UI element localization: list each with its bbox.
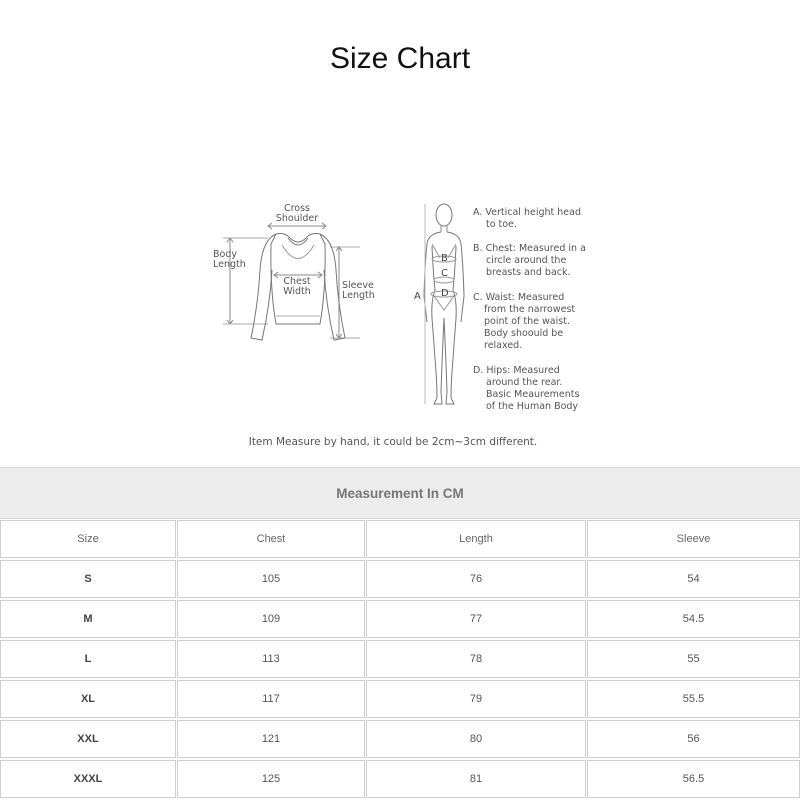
table-cell: 78 [366, 640, 586, 678]
body-length-label-line: Length [213, 259, 246, 270]
note-line: to toe. [486, 219, 517, 230]
sleeve-length-label [342, 281, 382, 301]
note-b [473, 243, 593, 279]
note-text: Hips: Measured [486, 365, 560, 376]
size-cell: M [0, 600, 176, 638]
body-marker-d: D [441, 288, 449, 299]
cross-shoulder-label [270, 204, 324, 224]
size-cell: XXL [0, 720, 176, 758]
note-line [473, 243, 593, 255]
body-length-label-line: Body [213, 249, 237, 260]
note-a [473, 207, 593, 231]
column-header: Length [366, 520, 586, 558]
table-cell: 80 [366, 720, 586, 758]
table-cell: 105 [177, 560, 365, 598]
size-cell: L [0, 640, 176, 678]
table-cell: 54 [587, 560, 800, 598]
note-line: circle around the [486, 255, 567, 266]
note-line: Body shoould be [484, 328, 564, 339]
note-letter: D. [473, 365, 484, 376]
chest-width-label-line: Chest [283, 276, 311, 287]
note-letter: A. [473, 207, 483, 218]
column-header: Chest [177, 520, 365, 558]
column-header: Size [0, 520, 176, 558]
table-cell: 56.5 [587, 760, 800, 798]
chest-width-label-line: Width [283, 286, 311, 297]
chest-width-label [276, 277, 318, 297]
table-cell: 113 [177, 640, 365, 678]
body-marker-a: A [414, 291, 421, 302]
note-text: Chest: Measured in a [485, 243, 586, 254]
note-line: breasts and back. [486, 267, 571, 278]
table-cell: 117 [177, 680, 365, 718]
table-cell: 121 [177, 720, 365, 758]
body-marker-b: B [441, 253, 448, 264]
note-text: Vertical height head [485, 207, 581, 218]
table-cell: 77 [366, 600, 586, 638]
table-cell: 54.5 [587, 600, 800, 638]
table-cell: 109 [177, 600, 365, 638]
table-cell: 55 [587, 640, 800, 678]
size-cell: S [0, 560, 176, 598]
note-letter: C. [473, 292, 483, 303]
note-line: relaxed. [484, 340, 523, 351]
note-line: from the narrowest [484, 304, 576, 315]
human-figure-illustration [424, 204, 464, 404]
note-line: around the rear. [486, 377, 563, 388]
table-cell: 81 [366, 760, 586, 798]
sleeve-length-label-line: Length [342, 290, 375, 301]
table-heading: Measurement In CM [0, 467, 800, 519]
column-header: Sleeve [587, 520, 800, 558]
table-cell: 125 [177, 760, 365, 798]
note-line [473, 292, 593, 304]
table-cell: 56 [587, 720, 800, 758]
page-title: Size Chart [329, 42, 471, 75]
note-text: Waist: Measured [485, 292, 565, 303]
size-cell: XXXL [0, 760, 176, 798]
table-cell: 79 [366, 680, 586, 718]
note-line [473, 207, 593, 219]
cross-shoulder-label-line: Cross [283, 203, 311, 214]
size-cell: XL [0, 680, 176, 718]
note-line: of the Human Body [486, 401, 579, 412]
note-line: point of the waist. [484, 316, 570, 327]
note-c [473, 292, 593, 352]
cross-shoulder-label-line: Shoulder [275, 213, 319, 224]
body-marker-c: C [441, 268, 448, 279]
note-letter: B. [473, 243, 483, 254]
table-cell: 76 [366, 560, 586, 598]
note-line: Basic Meaurements [486, 389, 580, 400]
measurement-caption: Item Measure by hand, it could be 2cm~3cm different. [248, 436, 538, 448]
sleeve-length-label-line: Sleeve [342, 280, 374, 291]
note-line [473, 365, 593, 377]
table-cell: 55.5 [587, 680, 800, 718]
size-table [0, 467, 800, 800]
note-d [473, 365, 593, 413]
body-length-label [213, 250, 253, 270]
